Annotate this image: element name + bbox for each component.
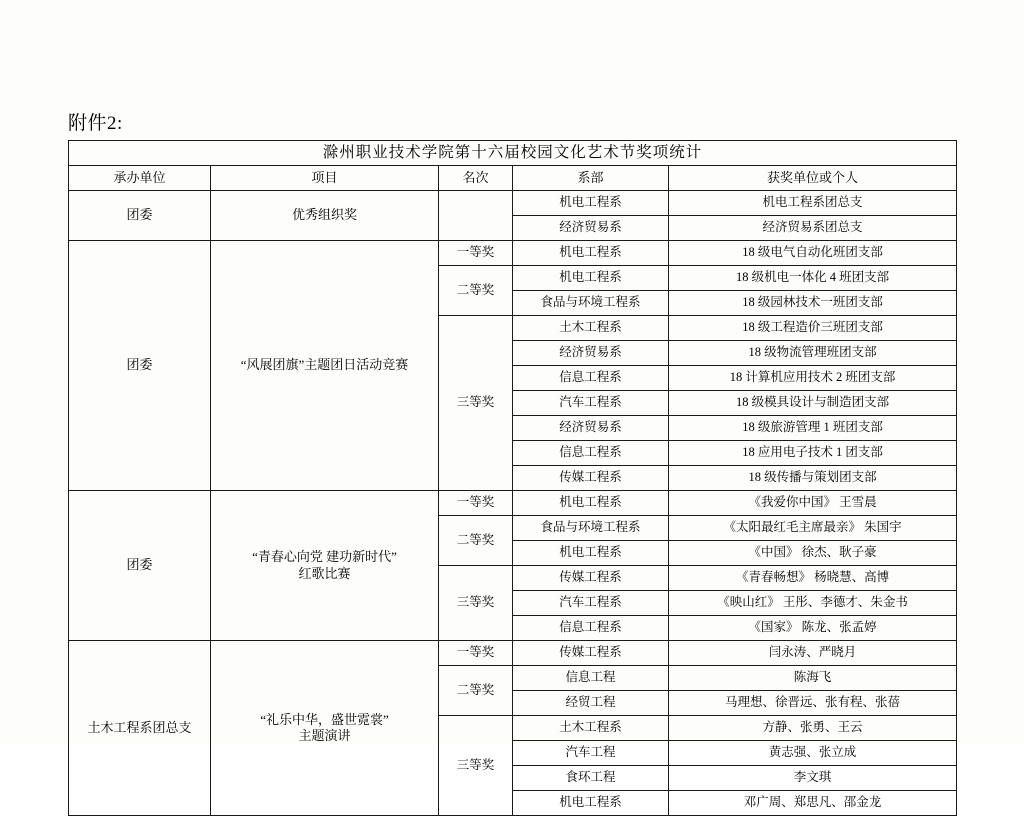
column-header-rank: 名次 bbox=[439, 166, 513, 191]
cell-department: 汽车工程系 bbox=[513, 591, 669, 616]
cell-winner: 18 应用电子技术 1 团支部 bbox=[669, 441, 957, 466]
table-title: 滁州职业技术学院第十六届校园文化艺术节奖项统计 bbox=[69, 141, 957, 166]
cell-winner: 18 级电气自动化班团支部 bbox=[669, 241, 957, 266]
cell-department: 汽车工程 bbox=[513, 741, 669, 766]
cell-department: 食品与环境工程系 bbox=[513, 291, 669, 316]
cell-winner: 机电工程系团总支 bbox=[669, 191, 957, 216]
cell-department: 信息工程系 bbox=[513, 441, 669, 466]
award-statistics-table bbox=[68, 140, 957, 816]
cell-winner: 《中国》 徐杰、耿子豪 bbox=[669, 541, 957, 566]
table-header-row bbox=[69, 166, 957, 191]
cell-department: 传媒工程系 bbox=[513, 641, 669, 666]
cell-rank: 三等奖 bbox=[439, 316, 513, 491]
cell-winner: 《我爱你中国》 王雪晨 bbox=[669, 491, 957, 516]
table-row bbox=[69, 191, 957, 216]
cell-department: 汽车工程系 bbox=[513, 391, 669, 416]
cell-winner: 经济贸易系团总支 bbox=[669, 216, 957, 241]
table-row bbox=[69, 491, 957, 516]
table-row bbox=[69, 241, 957, 266]
cell-rank: 一等奖 bbox=[439, 241, 513, 266]
cell-winner: 黄志强、张立成 bbox=[669, 741, 957, 766]
cell-department: 机电工程系 bbox=[513, 191, 669, 216]
cell-winner: 18 级传播与策划团支部 bbox=[669, 466, 957, 491]
cell-rank: 一等奖 bbox=[439, 491, 513, 516]
cell-winner: 18 级工程造价三班团支部 bbox=[669, 316, 957, 341]
cell-project: 优秀组织奖 bbox=[211, 191, 439, 241]
cell-department: 传媒工程系 bbox=[513, 466, 669, 491]
cell-organizer: 团委 bbox=[69, 191, 211, 241]
cell-project: “礼乐中华，盛世霓裳” 主题演讲 bbox=[211, 641, 439, 816]
cell-winner: 18 级物流管理班团支部 bbox=[669, 341, 957, 366]
cell-department: 机电工程系 bbox=[513, 791, 669, 816]
cell-department: 信息工程 bbox=[513, 666, 669, 691]
cell-rank: 二等奖 bbox=[439, 516, 513, 566]
cell-winner: 《映山红》 王彤、李德才、朱金书 bbox=[669, 591, 957, 616]
table-title-row bbox=[69, 141, 957, 166]
column-header-dept: 系部 bbox=[513, 166, 669, 191]
cell-department: 信息工程系 bbox=[513, 616, 669, 641]
cell-organizer: 团委 bbox=[69, 491, 211, 641]
cell-winner: 18 级模具设计与制造团支部 bbox=[669, 391, 957, 416]
cell-department: 机电工程系 bbox=[513, 241, 669, 266]
column-header-winner: 获奖单位或个人 bbox=[669, 166, 957, 191]
column-header-project: 项目 bbox=[211, 166, 439, 191]
cell-winner: 邓广周、郑思凡、邵金龙 bbox=[669, 791, 957, 816]
cell-winner: 《太阳最红毛主席最亲》 朱国宇 bbox=[669, 516, 957, 541]
cell-department: 经济贸易系 bbox=[513, 341, 669, 366]
cell-project: “风展团旗”主题团日活动竞赛 bbox=[211, 241, 439, 491]
cell-department: 机电工程系 bbox=[513, 491, 669, 516]
cell-department: 食品与环境工程系 bbox=[513, 516, 669, 541]
cell-project: “青春心向党 建功新时代” 红歌比赛 bbox=[211, 491, 439, 641]
cell-organizer: 土木工程系团总支 bbox=[69, 641, 211, 816]
cell-department: 机电工程系 bbox=[513, 541, 669, 566]
cell-winner: 18 级机电一体化 4 班团支部 bbox=[669, 266, 957, 291]
cell-winner: 陈海飞 bbox=[669, 666, 957, 691]
cell-winner: 方静、张勇、王云 bbox=[669, 716, 957, 741]
cell-rank: 一等奖 bbox=[439, 641, 513, 666]
cell-winner: 《国家》 陈龙、张孟婷 bbox=[669, 616, 957, 641]
table-row bbox=[69, 641, 957, 666]
cell-department: 土木工程系 bbox=[513, 316, 669, 341]
cell-department: 食环工程 bbox=[513, 766, 669, 791]
cell-winner: 18 级园林技术一班团支部 bbox=[669, 291, 957, 316]
attachment-label: 附件2: bbox=[68, 113, 123, 134]
cell-department: 土木工程系 bbox=[513, 716, 669, 741]
cell-rank: 三等奖 bbox=[439, 566, 513, 641]
cell-department: 经济贸易系 bbox=[513, 216, 669, 241]
cell-department: 经贸工程 bbox=[513, 691, 669, 716]
cell-rank bbox=[439, 191, 513, 241]
cell-winner: 18 级旅游管理 1 班团支部 bbox=[669, 416, 957, 441]
cell-department: 经济贸易系 bbox=[513, 416, 669, 441]
cell-rank: 三等奖 bbox=[439, 716, 513, 816]
cell-winner: 李文琪 bbox=[669, 766, 957, 791]
column-header-org: 承办单位 bbox=[69, 166, 211, 191]
cell-organizer: 团委 bbox=[69, 241, 211, 491]
cell-department: 机电工程系 bbox=[513, 266, 669, 291]
cell-rank: 二等奖 bbox=[439, 266, 513, 316]
cell-winner: 马理想、徐晋远、张有程、张蓓 bbox=[669, 691, 957, 716]
cell-department: 传媒工程系 bbox=[513, 566, 669, 591]
award-table-container bbox=[68, 140, 956, 816]
cell-winner: 《青春畅想》 杨晓慧、高博 bbox=[669, 566, 957, 591]
cell-winner: 18 计算机应用技术 2 班团支部 bbox=[669, 366, 957, 391]
cell-rank: 二等奖 bbox=[439, 666, 513, 716]
cell-winner: 闫永涛、严晓月 bbox=[669, 641, 957, 666]
cell-department: 信息工程系 bbox=[513, 366, 669, 391]
